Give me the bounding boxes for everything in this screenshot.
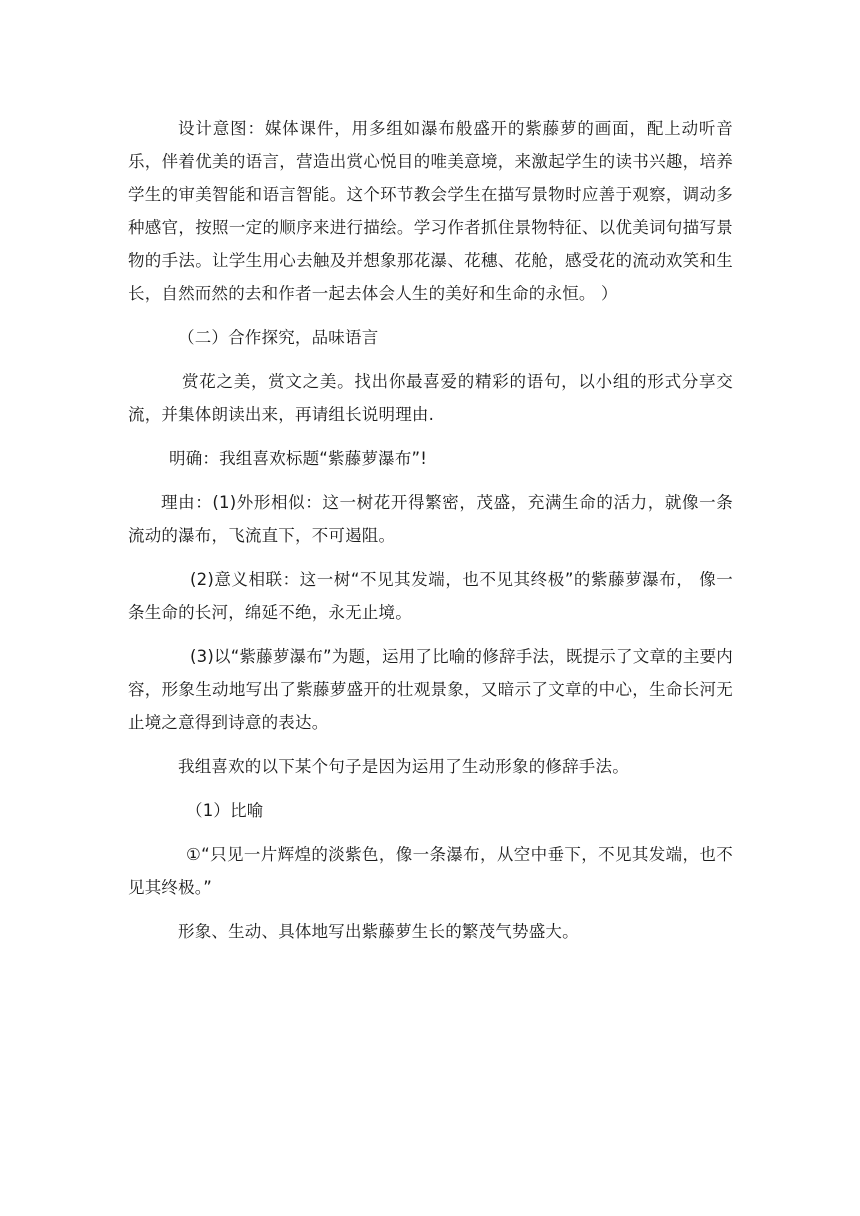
reason-meaning-connection: (2)意义相联：这一树“不见其发端，也不见其终极”的紫藤萝瀑布， 像一条生命的长河，绵延不绝，永无止境。 [128,570,733,622]
reason-metaphor-title: (3)以“紫藤萝瀑布”为题，运用了比喻的修辞手法，既提示了文章的主要内容，形象生动地写出了紫藤萝盛开的壮观景象，又暗示了文章的中心，生命长河无止境之意得到诗意的表达。 [128,647,733,732]
reason-shape-similarity: 理由：(1)外形相似：这一树花开得繁密，茂盛，充满生命的活力，就像一条流动的瀑布，飞流直下，不可遏阻。 [128,493,733,545]
document-body [128,112,733,948]
metaphor-subheading: （1）比喻 [186,801,264,820]
example-quote-1: ①“只见一片辉煌的淡紫色，像一条瀑布，从空中垂下，不见其发端，也不见其终极。” [128,845,733,897]
appreciation-task-paragraph: 赏花之美，赏文之美。找出你最喜爱的精彩的语句，以小组的形式分享交流，并集体朗读出来，再请组长说明理由. [128,372,733,424]
rhetoric-intro-paragraph: 我组喜欢的以下某个句子是因为运用了生动形象的修辞手法。 [178,757,629,776]
section-heading-cooperative-inquiry: （二）合作探究，品味语言 [178,328,379,347]
example-analysis-1: 形象、生动、具体地写出紫藤萝生长的繁茂气势盛大。 [178,922,579,941]
clarification-title-preference: 明确：我组喜欢标题“紫藤萝瀑布”! [169,449,428,468]
design-intent-paragraph: 设计意图：媒体课件，用多组如瀑布般盛开的紫藤萝的画面，配上动听音乐，伴着优美的语言，营造出赏心悦目的唯美意境，来激起学生的读书兴趣，培养学生的审美智能和语言智能。这个环节教会学生在描写景物时应善于观察，调动多种感官，按照一定的顺序来进行描绘。学习作者抓住景物特征、以优美词句描写景物的手法。让学生用心去触及并想象那花瀑、花穗、花舱，感受花的流动欢笑和生长，自然而然的去和作者一起去体会人生的美好和生命的永恒。 ） [128,119,733,303]
